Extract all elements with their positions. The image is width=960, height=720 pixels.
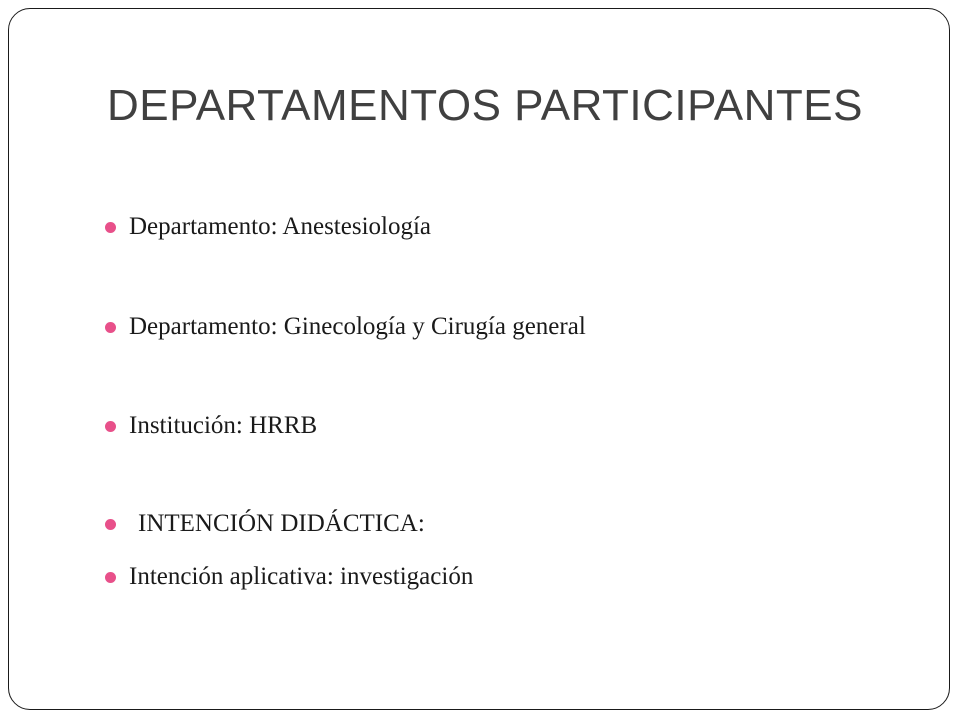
bullet-text: Departamento: Anestesiología — [129, 213, 432, 240]
bullet-dot-icon — [105, 322, 116, 333]
bullet-text: Intención aplicativa: investigación — [129, 563, 474, 590]
bullet-dot-icon — [105, 519, 116, 530]
list-item — [105, 411, 317, 441]
slide-title: DEPARTAMENTOS PARTICIPANTES — [107, 81, 863, 130]
list-item — [105, 312, 586, 342]
bullet-dot-icon — [105, 222, 116, 233]
bullet-dot-icon — [105, 572, 116, 583]
bullet-text: INTENCIÓN DIDÁCTICA: — [138, 510, 425, 537]
list-item — [105, 212, 431, 242]
bullet-text: Institución: HRRB — [129, 412, 318, 439]
bullet-dot-icon — [105, 421, 116, 432]
list-item — [105, 509, 425, 539]
bullet-text: Departamento: Ginecología y Cirugía general — [129, 313, 586, 340]
list-item — [105, 562, 473, 592]
